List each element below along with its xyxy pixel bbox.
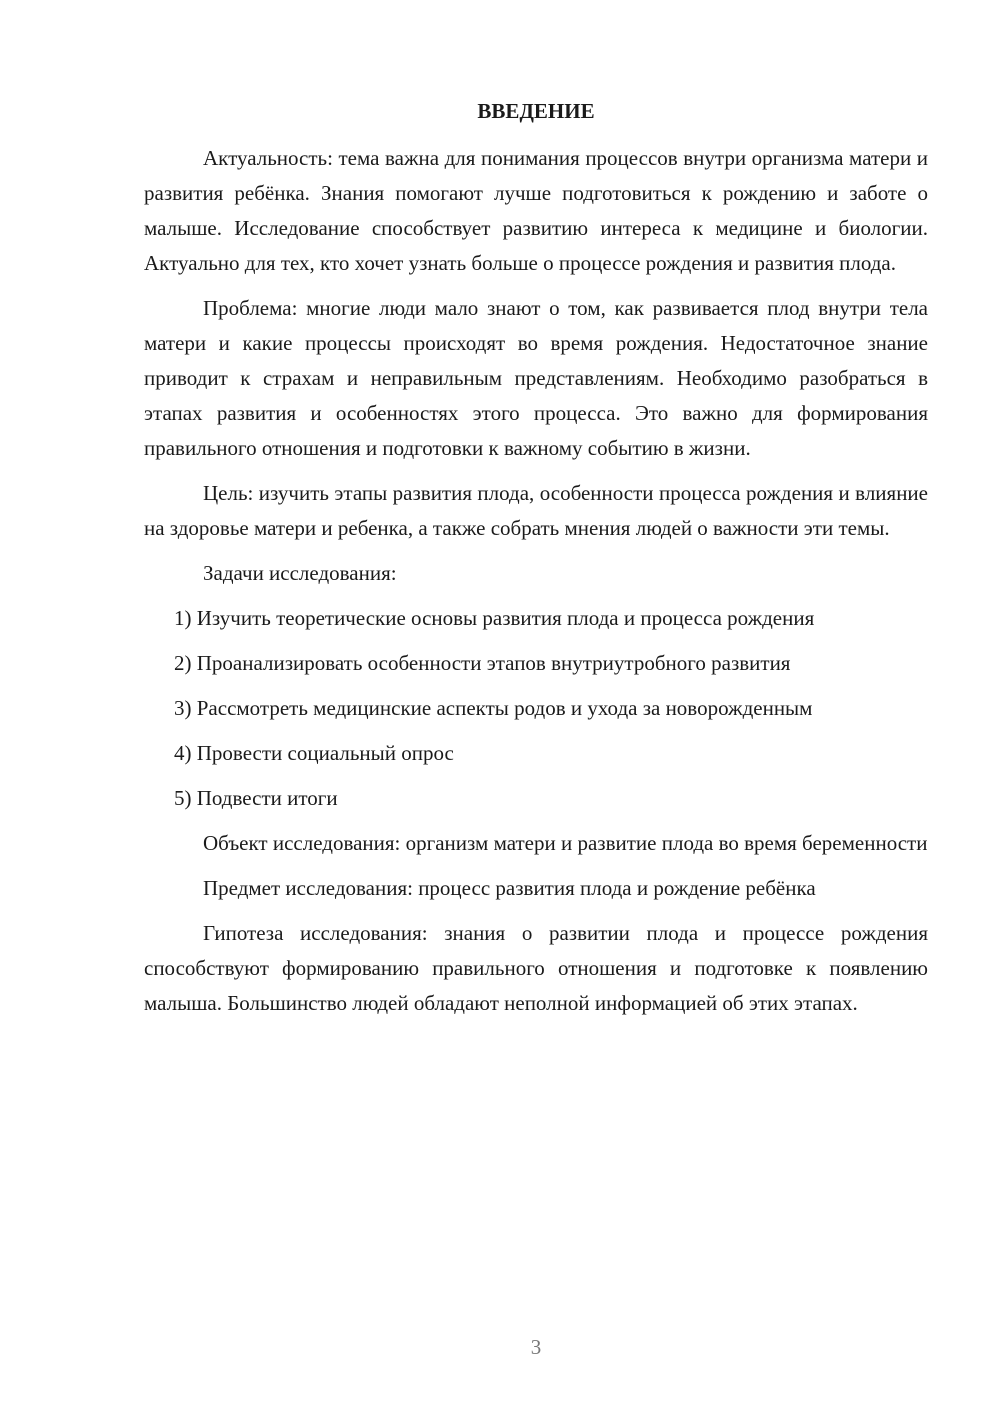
object-paragraph: Объект исследования: организм матери и развитие плода во время беременности <box>203 831 928 855</box>
task-item-5: 5) Подвести итоги <box>174 786 338 810</box>
task-item-1: 1) Изучить теоретические основы развития плода и процесса рождения <box>174 606 815 630</box>
page-number: 3 <box>530 1335 542 1359</box>
goal-paragraph: Цель: изучить этапы развития плода, особенности процесса рождения и влияние на здоровье матери и ребенка, а также собрать мнения людей о важности эти темы. <box>144 481 928 540</box>
relevance-paragraph: Актуальность: тема важна для понимания процессов внутри организма матери и развития ребёнка. Знания помогают лучше подготовиться к рождению и заботе о малыше. Исследование способствует развитию интереса к медицине и биологии. Актуально для тех, кто хочет узнать больше о процессе рождения и развития плода. <box>144 146 928 275</box>
task-item-3: 3) Рассмотреть медицинские аспекты родов и ухода за новорожденным <box>174 696 813 720</box>
page-content <box>144 94 928 1031</box>
task-item-2: 2) Проанализировать особенности этапов внутриутробного развития <box>174 651 791 675</box>
problem-paragraph: Проблема: многие люди мало знают о том, как развивается плод внутри тела матери и какие процессы происходят во время рождения. Недостаточное знание приводит к страхам и неправильным представлениям. Необходимо разобраться в этапах развития и особенностях этого процесса. Это важно для формирования правильного отношения и подготовки к важному событию в жизни. <box>144 296 928 460</box>
section-title: ВВЕДЕНИЕ <box>477 99 595 123</box>
hypothesis-paragraph: Гипотеза исследования: знания о развитии плода и процессе рождения способствуют формированию правильного отношения и подготовке к появлению малыша. Большинство людей обладают неполной информацией об этих этапах. <box>144 921 928 1015</box>
tasks-heading: Задачи исследования: <box>203 561 397 585</box>
subject-paragraph: Предмет исследования: процесс развития плода и рождение ребёнка <box>203 876 816 900</box>
task-item-4: 4) Провести социальный опрос <box>174 741 454 765</box>
